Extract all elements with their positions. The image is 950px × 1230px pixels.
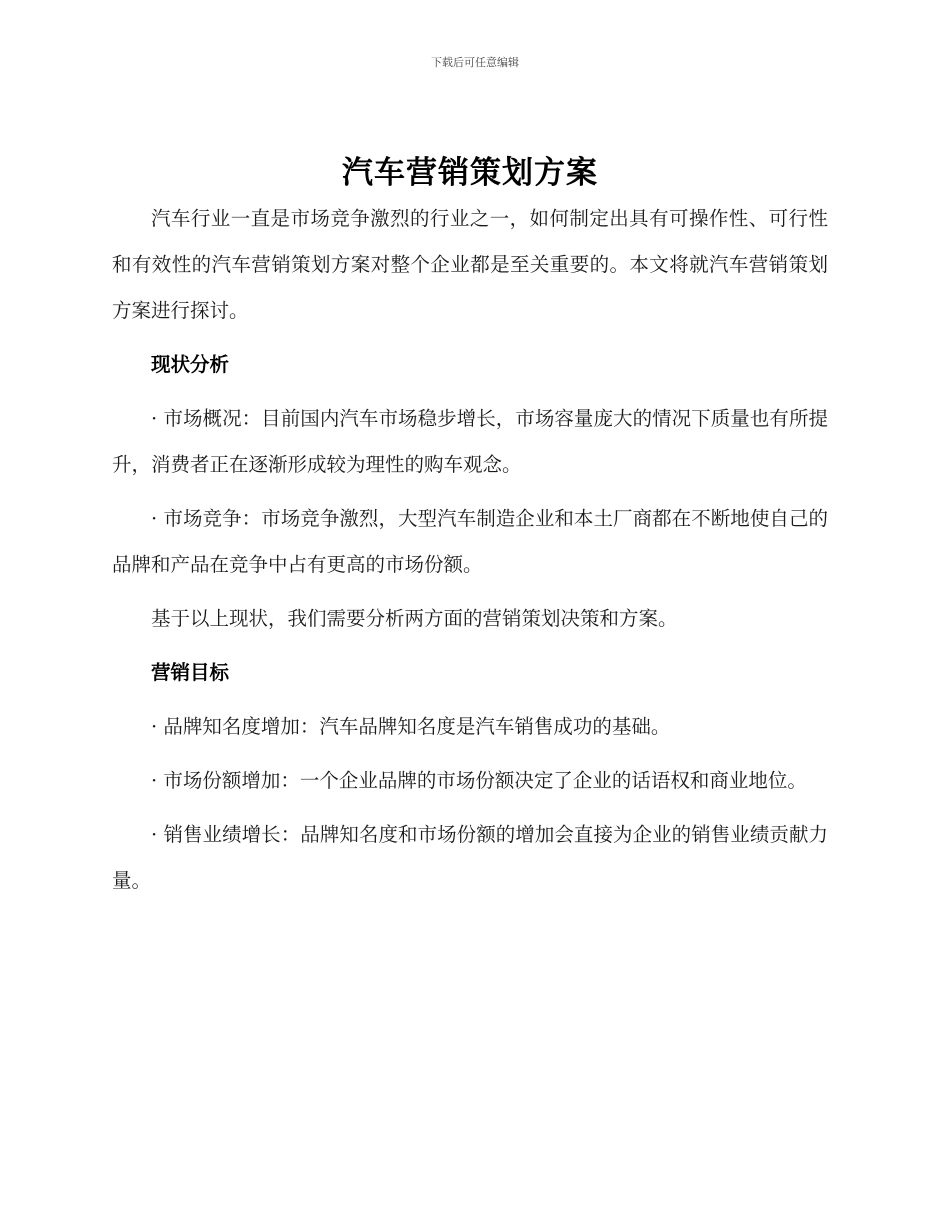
document-body bbox=[112, 150, 828, 912]
status-summary: 基于以上现状，我们需要分析两方面的营销策划决策和方案。 bbox=[151, 607, 678, 630]
status-item-market-competition: · 市场竞争：市场竞争激烈，大型汽车制造企业和本土厂商都在不断地使自己的品牌和产品在竞争中占有更高的市场份额。 bbox=[112, 507, 828, 576]
goal-item-sales-growth: · 销售业绩增长：品牌知名度和市场份额的增加会直接为企业的销售业绩贡献力量。 bbox=[112, 823, 828, 892]
goal-item-brand-awareness: · 品牌知名度增加：汽车品牌知名度是汽车销售成功的基础。 bbox=[151, 715, 671, 738]
status-item-market-overview: · 市场概况：目前国内汽车市场稳步增长，市场容量庞大的情况下质量也有所提升，消费者正在逐渐形成较为理性的购车观念。 bbox=[112, 407, 828, 476]
section-heading-goals: 营销目标 bbox=[151, 661, 230, 684]
goal-item-market-share: · 市场份额增加：一个企业品牌的市场份额决定了企业的话语权和商业地位。 bbox=[151, 769, 807, 792]
section-heading-status: 现状分析 bbox=[151, 353, 230, 376]
intro-paragraph: 汽车行业一直是市场竞争激烈的行业之一，如何制定出具有可操作性、可行性和有效性的汽车营销策划方案对整个企业都是至关重要的。本文将就汽车营销策划方案进行探讨。 bbox=[112, 207, 828, 322]
document-title: 汽车营销策划方案 bbox=[342, 155, 598, 191]
header-note: 下载后可任意编辑 bbox=[431, 56, 519, 69]
